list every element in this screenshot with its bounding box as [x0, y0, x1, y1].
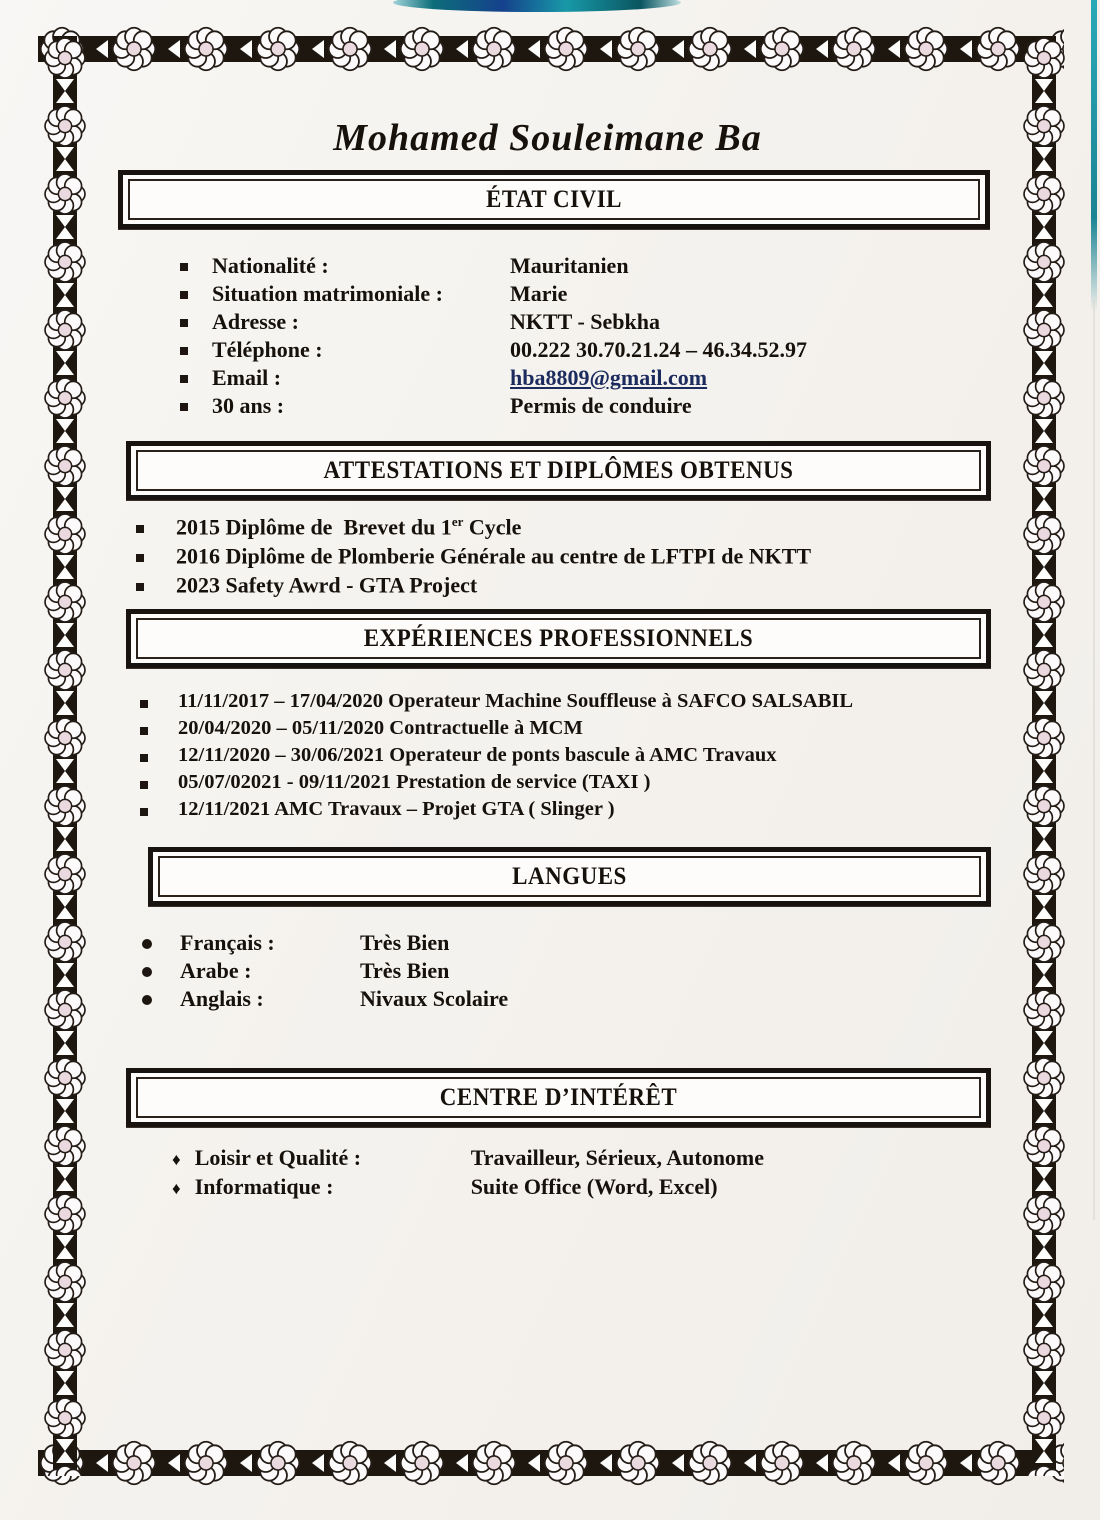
interet-value: Suite Office (Word, Excel): [470, 1174, 718, 1199]
interet-value: Travailleur, Sérieux, Autonome: [470, 1145, 765, 1170]
etat-civil-list: [100, 253, 1035, 421]
experience-text: 12/11/2021 AMC Travaux – Projet GTA ( Slinger ): [178, 798, 615, 820]
field-value: Mauritanien: [510, 253, 629, 278]
field-label: Email :: [212, 365, 282, 390]
scan-page-edge-line: [1093, 300, 1095, 1220]
centre-interet-list: [100, 1145, 1035, 1203]
diamond-bullet-icon: ♦: [172, 1178, 181, 1198]
field-value: 00.222 30.70.21.24 – 46.34.52.97: [510, 337, 807, 362]
square-bullet-icon: [136, 583, 144, 591]
section-header-langues: [148, 847, 991, 906]
diplome-text: [176, 572, 477, 598]
email-link[interactable]: hba8809@gmail.com: [510, 365, 708, 390]
diplome-item: [100, 572, 1035, 601]
field-label: Téléphone :: [212, 337, 323, 362]
section-header-inner: [136, 1077, 981, 1118]
field-label: Situation matrimoniale :: [212, 281, 443, 306]
scan-artifact-right-edge: [1091, 0, 1097, 312]
round-bullet-icon: [142, 967, 152, 977]
field-label: Adresse :: [212, 309, 299, 334]
diamond-bullet-icon: ♦: [172, 1149, 181, 1169]
square-bullet-icon: [180, 263, 188, 271]
civil-row-adresse: [100, 309, 1035, 337]
section-header-etat-civil: [118, 170, 990, 229]
square-bullet-icon: [140, 808, 148, 816]
section-title: ATTESTATIONS ET DIPLÔMES OBTENUS: [323, 455, 794, 484]
square-bullet-icon: [180, 403, 188, 411]
diplome-text-pre: 2015 Diplôme de Brevet du 1: [176, 514, 452, 540]
experience-item: [100, 798, 1035, 825]
interet-row-loisir: [100, 1145, 1035, 1174]
experience-item: [100, 690, 1035, 717]
langue-level: Très Bien: [360, 930, 450, 955]
diplome-item: [100, 514, 1035, 543]
interet-row-informatique: [100, 1174, 1035, 1203]
section-header-experiences: [126, 609, 991, 668]
round-bullet-icon: [142, 995, 152, 1005]
diplome-text-sup: er: [451, 514, 464, 529]
section-header-inner: [136, 618, 981, 659]
square-bullet-icon: [140, 781, 148, 789]
langue-row-francais: [100, 930, 1035, 958]
experience-item: [100, 771, 1035, 798]
square-bullet-icon: [136, 525, 144, 533]
langues-list: [100, 930, 1035, 1014]
langue-level: Très Bien: [360, 958, 450, 983]
square-bullet-icon: [140, 700, 148, 708]
civil-row-nationalite: [100, 253, 1035, 281]
round-bullet-icon: [142, 939, 152, 949]
cv-content: [100, 112, 1035, 1203]
field-label: Nationalité :: [212, 253, 329, 278]
section-header-inner: [136, 450, 981, 491]
square-bullet-icon: [180, 291, 188, 299]
diplomes-list: [100, 514, 1035, 601]
field-value: Marie: [510, 281, 568, 306]
section-title: ÉTAT CIVIL: [485, 184, 622, 213]
experience-item: [100, 744, 1035, 771]
section-title: CENTRE D’INTÉRÊT: [439, 1082, 678, 1111]
section-header-inner: [158, 856, 981, 897]
decorative-border-bottom: [38, 1436, 1064, 1494]
diplome-text: [176, 514, 521, 540]
square-bullet-icon: [140, 754, 148, 762]
langue-label: Français :: [180, 930, 275, 955]
field-value: NKTT - Sebkha: [510, 309, 660, 334]
langue-label: Anglais :: [180, 986, 264, 1011]
section-header-inner: [128, 179, 980, 220]
experience-text: 11/11/2017 – 17/04/2020 Operateur Machine Souffleuse à SAFCO SALSABIL: [178, 690, 854, 712]
experience-text: 05/07/02021 - 09/11/2021 Prestation de service (TAXI ): [178, 771, 651, 793]
diplome-text: [176, 543, 811, 569]
section-header-diplomes: [126, 441, 991, 500]
civil-row-telephone: [100, 337, 1035, 365]
civil-row-email: [100, 365, 1035, 393]
experience-text: 20/04/2020 – 05/11/2020 Contractuelle à MCM: [178, 717, 583, 739]
square-bullet-icon: [180, 347, 188, 355]
langue-level: Nivaux Scolaire: [360, 986, 509, 1011]
civil-row-situation: [100, 281, 1035, 309]
langue-row-anglais: [100, 986, 1035, 1014]
decorative-border-top: [38, 22, 1064, 80]
square-bullet-icon: [136, 554, 144, 562]
square-bullet-icon: [180, 319, 188, 327]
section-header-centre-interet: [126, 1068, 991, 1127]
field-label: 30 ans :: [212, 393, 285, 418]
diplome-text-pre: 2023 Safety Awrd - GTA Project: [176, 572, 478, 598]
decorative-border-left: [38, 36, 92, 1476]
experiences-list: [100, 690, 1035, 825]
page-title: Mohamed Souleimane Ba: [333, 117, 762, 159]
square-bullet-icon: [140, 727, 148, 735]
section-title: LANGUES: [512, 861, 627, 890]
interet-label: Loisir et Qualité :: [194, 1145, 362, 1170]
diplome-text-pre: 2016 Diplôme de Plomberie Générale au centre de LFTPI de NKTT: [176, 543, 812, 569]
langue-row-arabe: [100, 958, 1035, 986]
square-bullet-icon: [180, 375, 188, 383]
diplome-text-post: Cycle: [463, 514, 522, 540]
experience-text: 12/11/2020 – 30/06/2021 Operateur de ponts bascule à AMC Travaux: [178, 744, 777, 766]
langue-label: Arabe :: [180, 958, 252, 983]
interet-label: Informatique :: [194, 1174, 334, 1199]
diplome-item: [100, 543, 1035, 572]
field-value: Permis de conduire: [510, 393, 692, 418]
civil-row-age: [100, 393, 1035, 421]
section-title: EXPÉRIENCES PROFESSIONNELS: [363, 623, 754, 652]
scan-artifact-top-edge: [393, 0, 681, 12]
experience-item: [100, 717, 1035, 744]
